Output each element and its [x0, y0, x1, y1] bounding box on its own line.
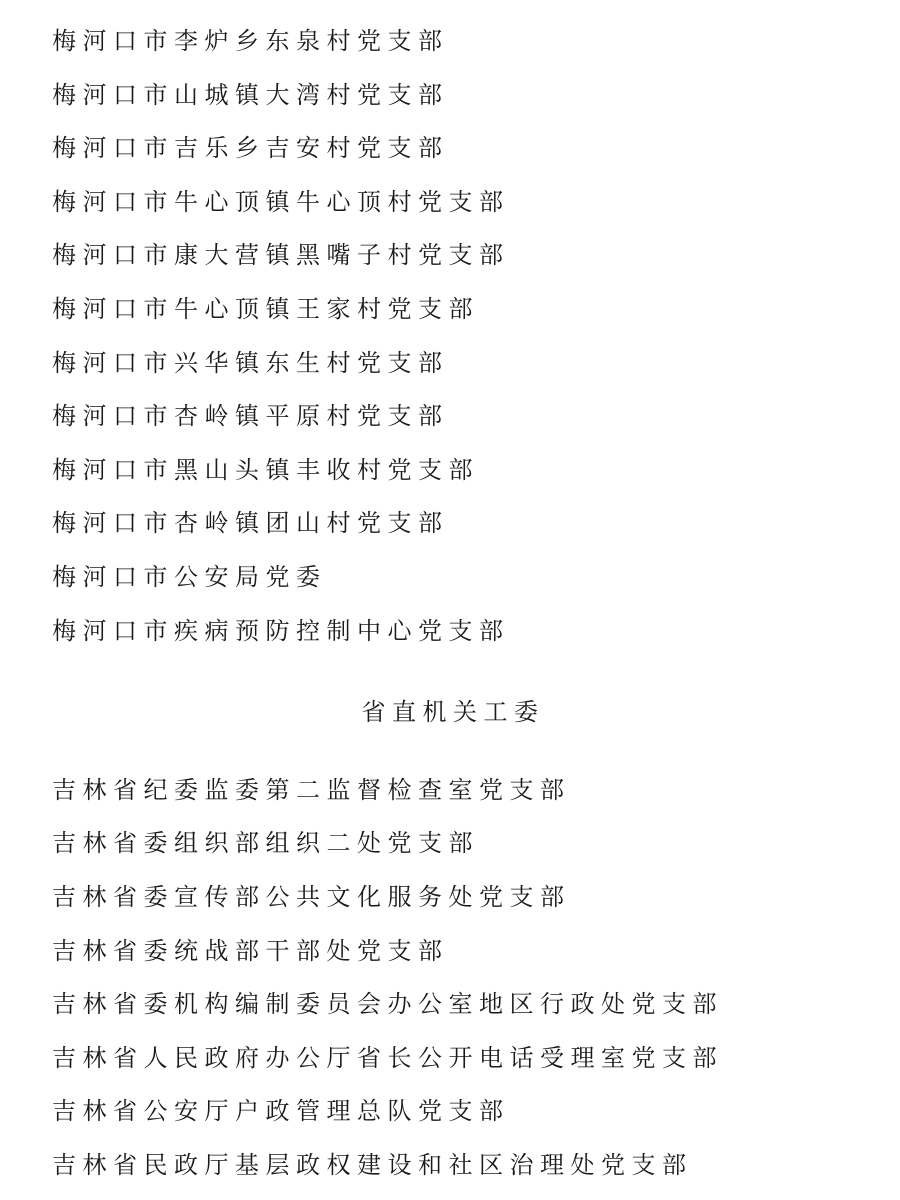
- list-item: 吉林省委组织部组织二处党支部: [52, 829, 479, 858]
- list-item: 梅河口市杏岭镇平原村党支部: [52, 402, 449, 431]
- list-item: 梅河口市牛心顶镇王家村党支部: [52, 294, 479, 323]
- list-item: 吉林省民政厅基层政权建设和社区治理处党支部: [52, 1150, 693, 1179]
- list-item: 吉林省委统战部干部处党支部: [52, 936, 449, 965]
- list-item: 梅河口市康大营镇黑嘴子村党支部: [52, 241, 510, 270]
- section-meihekou-list: [52, 15, 900, 658]
- list-item: 梅河口市杏岭镇团山村党支部: [52, 509, 449, 538]
- list-item: 梅河口市黑山头镇丰收村党支部: [52, 455, 479, 484]
- list-item: 梅河口市兴华镇东生村党支部: [52, 348, 449, 377]
- list-item: 吉林省委机构编制委员会办公室地区行政处党支部: [52, 990, 723, 1019]
- section-heading: 省直机关工委: [361, 698, 545, 727]
- list-item: 吉林省人民政府办公厅省长公开电话受理室党支部: [52, 1043, 723, 1072]
- list-item: 梅河口市吉乐乡吉安村党支部: [52, 134, 449, 163]
- list-item: 吉林省公安厅户政管理总队党支部: [52, 1097, 510, 1126]
- list-item: 梅河口市公安局党委: [52, 562, 327, 591]
- list-item: 梅河口市牛心顶镇牛心顶村党支部: [52, 187, 510, 216]
- list-item: 梅河口市疾病预防控制中心党支部: [52, 616, 510, 645]
- section-provincial-list: [52, 764, 900, 1193]
- list-item: 梅河口市山城镇大湾村党支部: [52, 80, 449, 109]
- list-item: 梅河口市李炉乡东泉村党支部: [52, 27, 449, 55]
- list-item: 吉林省纪委监委第二监督检查室党支部: [52, 775, 571, 804]
- list-item: 吉林省委宣传部公共文化服务处党支部: [52, 882, 571, 911]
